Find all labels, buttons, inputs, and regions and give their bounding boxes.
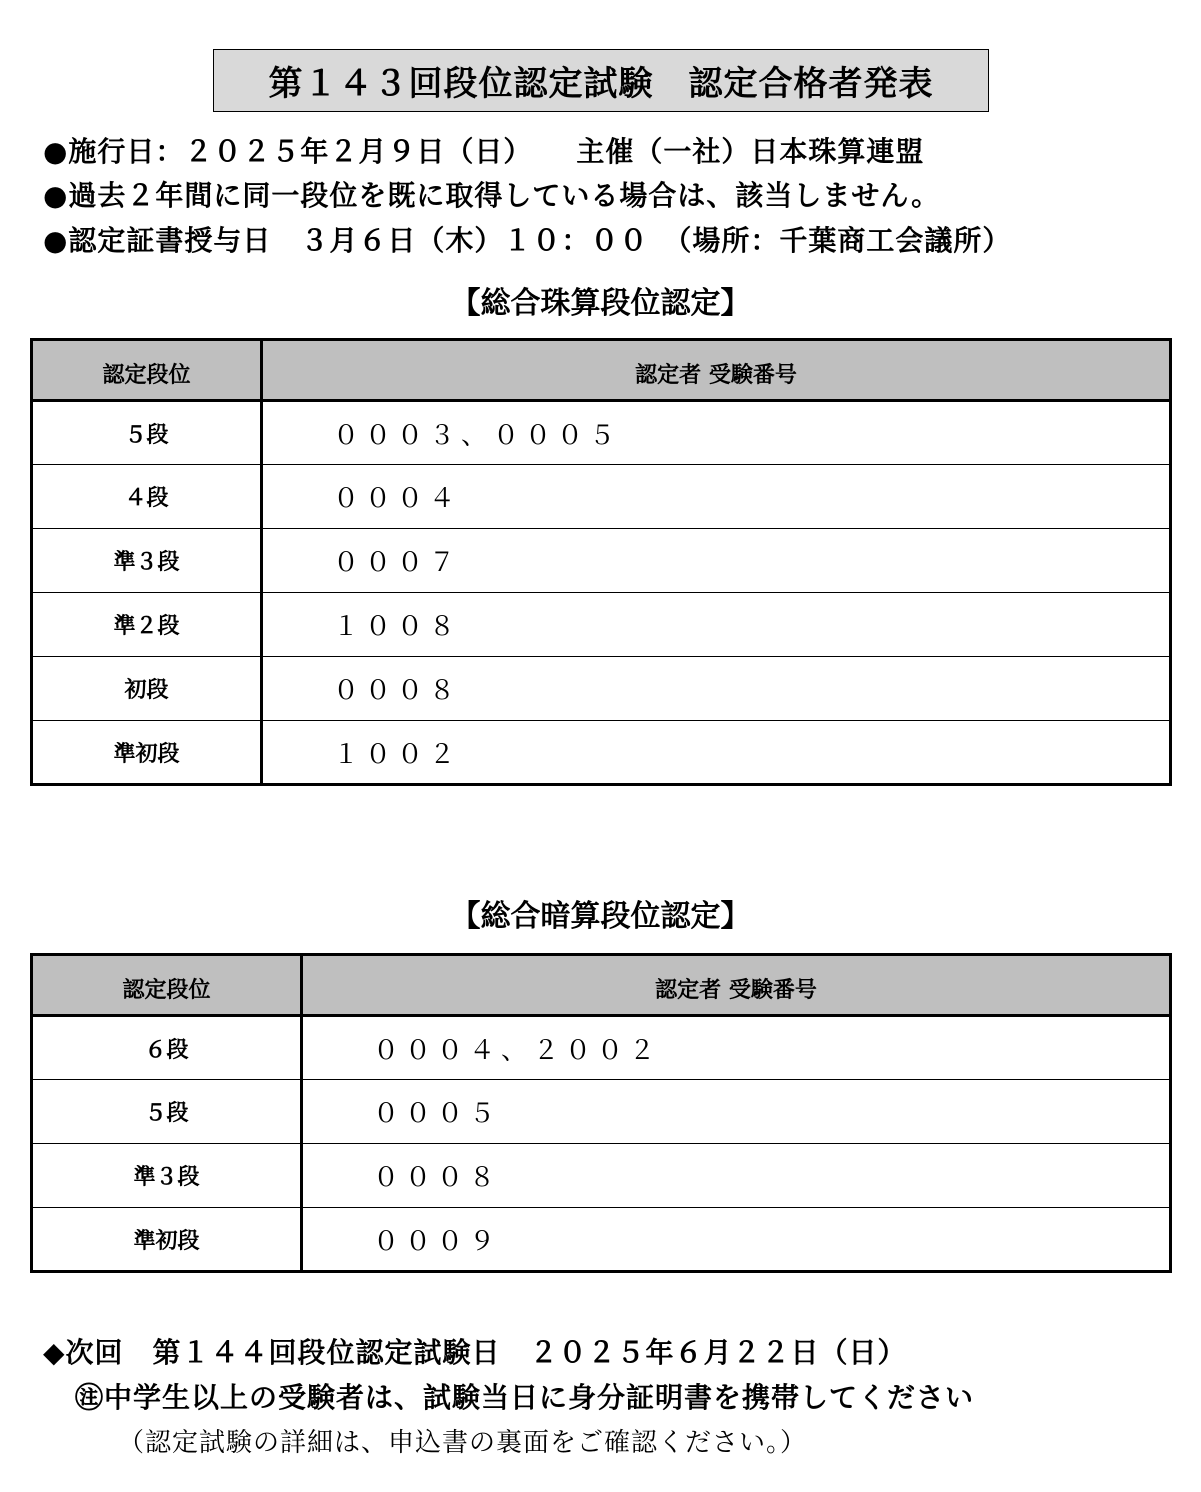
table-row xyxy=(32,721,1171,785)
page-title: 第１４３回段位認定試験 認定合格者発表 xyxy=(213,49,989,112)
eligibility-note: ●過去２年間に同一段位を既に取得している場合は、該当しません。 xyxy=(43,179,941,212)
details-note: （認定試験の詳細は、申込書の裏面をご確認ください。） xyxy=(118,1428,808,1458)
table-row xyxy=(32,529,1171,593)
abacus-results-table xyxy=(30,338,1172,786)
rank-cell: 準３段 xyxy=(32,1144,302,1208)
numbers-cell: １００８ xyxy=(262,593,1171,657)
numbers-column-header: 認定者 受験番号 xyxy=(262,340,1171,401)
table-header-row xyxy=(32,955,1171,1016)
table-row xyxy=(32,1080,1171,1144)
numbers-cell: ０００４ xyxy=(262,465,1171,529)
mental-results-table xyxy=(30,953,1172,1273)
numbers-cell: ０００７ xyxy=(262,529,1171,593)
mental-section-title: 【総合暗算段位認定】 xyxy=(450,899,751,934)
next-exam-line: ◆次回 第１４４回段位認定試験日 ２０２５年６月２２日（日） xyxy=(43,1336,907,1369)
table-row xyxy=(32,1016,1171,1080)
table-row xyxy=(32,1144,1171,1208)
rank-cell: 準初段 xyxy=(32,721,262,785)
numbers-cell: ０００８ xyxy=(302,1144,1171,1208)
numbers-column-header: 認定者 受験番号 xyxy=(302,955,1171,1016)
rank-cell: 準３段 xyxy=(32,529,262,593)
rank-cell: 準初段 xyxy=(32,1208,302,1272)
numbers-cell: ０００８ xyxy=(262,657,1171,721)
rank-cell: ６段 xyxy=(32,1016,302,1080)
rank-cell: ５段 xyxy=(32,401,262,465)
numbers-cell: １００２ xyxy=(333,739,462,770)
numbers-cell: ０００４、２００２ xyxy=(302,1016,1171,1080)
ceremony-line: ●認定証書授与日 ３月６日（木）１０：００ （場所：千葉商工会議所） xyxy=(43,224,1012,257)
rank-cell: 準２段 xyxy=(32,593,262,657)
rank-cell: 初段 xyxy=(32,657,262,721)
rank-column-header: 認定段位 xyxy=(32,955,302,1016)
numbers-cell: ０００５ xyxy=(302,1080,1171,1144)
table-row xyxy=(32,657,1171,721)
numbers-cell: ０００９ xyxy=(373,1226,502,1257)
numbers-cell: ０００３、０００５ xyxy=(262,401,1171,465)
table-row xyxy=(32,401,1171,465)
abacus-section-title: 【総合珠算段位認定】 xyxy=(450,286,751,321)
table-row xyxy=(32,1208,1171,1272)
exam-date-line: ●施行日：２０２５年２月９日（日） 主催（一社）日本珠算連盟 xyxy=(43,135,925,168)
table-row xyxy=(32,465,1171,529)
table-header-row xyxy=(32,340,1171,401)
rank-cell: ５段 xyxy=(32,1080,302,1144)
rank-cell: ４段 xyxy=(32,465,262,529)
table-row xyxy=(32,593,1171,657)
rank-column-header: 認定段位 xyxy=(32,340,262,401)
id-requirement-note: ㊟中学生以上の受験者は、試験当日に身分証明書を携帯してください xyxy=(75,1381,975,1414)
